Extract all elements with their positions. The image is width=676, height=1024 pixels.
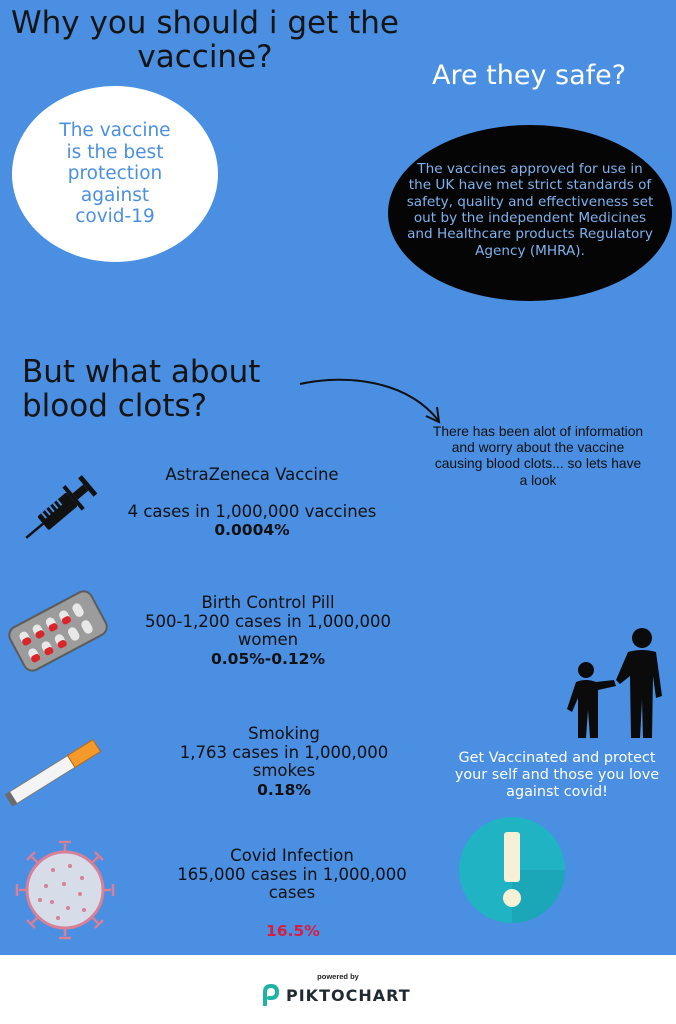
astrazeneca-stat xyxy=(112,466,392,540)
covid-percent: 16.5% xyxy=(266,922,320,940)
safety-text: The vaccines approved for use in the UK have met strict standards of safety, quality and effectiveness set out by the independent Medicines and Healthcare products Regulatory Agency (MHRA). xyxy=(406,160,654,259)
syringe-icon xyxy=(14,470,104,550)
virus-icon xyxy=(8,836,122,944)
exclamation-icon xyxy=(458,816,566,924)
astrazeneca-label: AstraZeneca Vaccine xyxy=(165,465,339,484)
pill-percent: 0.05%-0.12% xyxy=(211,649,325,668)
family-silhouette-icon xyxy=(562,626,670,740)
call-to-action: Get Vaccinated and protect your self and those you love against covid! xyxy=(454,750,660,800)
covid-stat xyxy=(152,847,432,903)
page-title: Why you should i get the vaccine? xyxy=(11,5,399,75)
covid-cases: 165,000 cases in 1,000,000 cases xyxy=(177,864,407,902)
pill-cases: 500-1,200 cases in 1,000,000 women xyxy=(145,611,391,649)
smoking-cases: 1,763 cases in 1,000,000 smokes xyxy=(179,742,389,780)
astrazeneca-percent: 0.0004% xyxy=(214,521,290,539)
curved-arrow-icon xyxy=(296,372,446,432)
protection-text: The vaccine is the best protection against covid-19 xyxy=(59,120,171,228)
powered-by-text: powered by xyxy=(317,972,359,981)
smoking-stat xyxy=(144,725,424,799)
smoking-label: Smoking xyxy=(248,724,320,743)
astrazeneca-cases: 4 cases in 1,000,000 vaccines xyxy=(127,501,377,521)
cigarette-icon xyxy=(4,730,108,812)
piktochart-logo-icon xyxy=(262,984,280,1006)
blood-clots-heading-text: But what about blood clots? xyxy=(22,354,261,424)
pill-label: Birth Control Pill xyxy=(201,593,335,612)
blood-clots-heading xyxy=(22,355,312,423)
piktochart-logo-link[interactable] xyxy=(262,983,422,1007)
piktochart-brand: PIKTOCHART xyxy=(286,985,411,1005)
blood-clots-intro: There has been alot of information and worry about the vaccine causing blood clots... so lets have a look xyxy=(432,424,644,488)
protection-circle xyxy=(12,86,218,262)
safety-heading: Are they safe? xyxy=(432,60,627,91)
pill-blister-icon xyxy=(4,585,112,677)
covid-label: Covid Infection xyxy=(230,846,354,865)
smoking-percent: 0.18% xyxy=(257,780,311,799)
safety-oval xyxy=(388,125,672,301)
pill-stat xyxy=(128,594,408,668)
footer xyxy=(0,955,676,1024)
